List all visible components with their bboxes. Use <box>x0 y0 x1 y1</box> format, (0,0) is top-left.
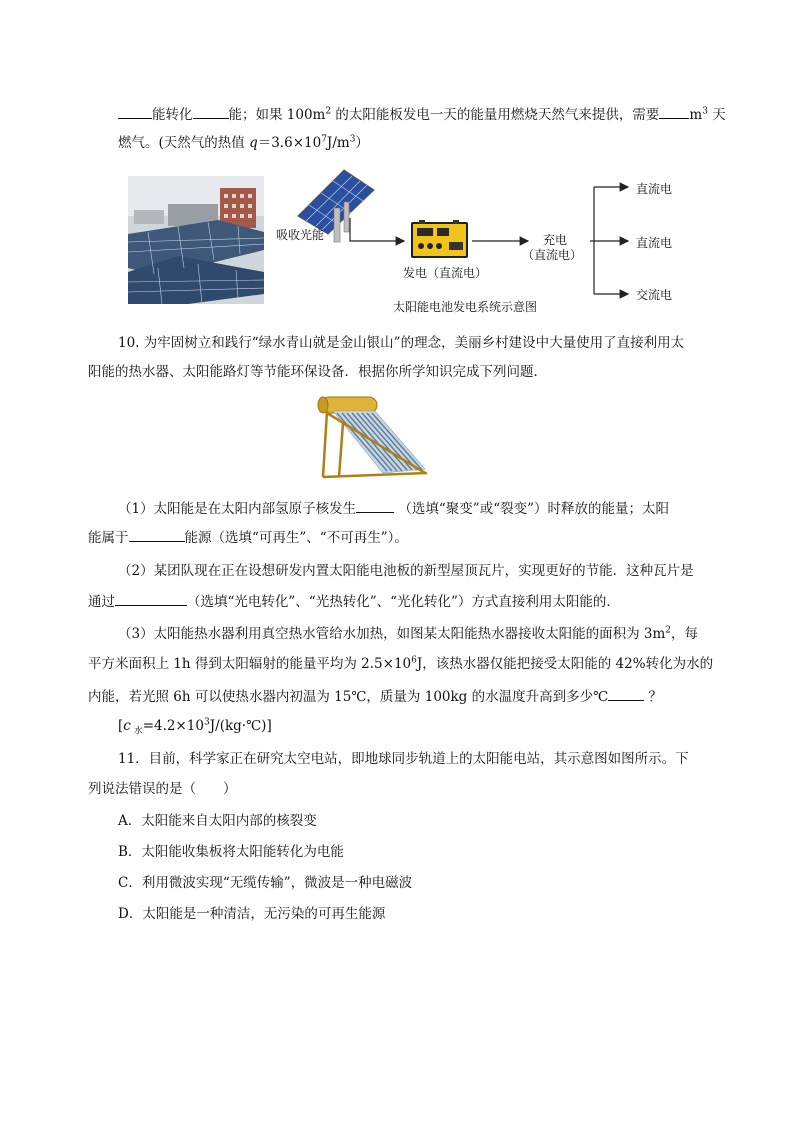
q11-option-d[interactable]: D．太阳能是一种清洁，无污染的可再生能源 <box>118 906 386 922</box>
output-dc-2-label: 直流电 <box>636 236 673 250</box>
q11-option-a[interactable]: A．太阳能来自太阳内部的核裂变 <box>118 813 317 829</box>
q11-option-c[interactable]: C．利用微波实现“无缆传输”，微波是一种电磁波 <box>118 875 413 891</box>
answer-blank[interactable] <box>129 527 185 542</box>
q10-part3-line-2: 平方米面积上 1h 得到太阳辐射的能量平均为 $2.5\times 10^6J$，该热水器仅能把接受太阳能的 42%转化为水的 <box>88 655 714 672</box>
output-ac-label: 交流电 <box>636 288 673 302</box>
answer-blank[interactable] <box>115 591 187 606</box>
answer-blank[interactable] <box>356 498 394 513</box>
q10-part2-line-1: （2）某团队现在正在设想研发内置太阳能电池板的新型屋顶瓦片，实现更好的节能．这种瓦片是 <box>118 563 694 579</box>
answer-blank[interactable] <box>608 686 644 701</box>
output-dc-1-label: 直流电 <box>636 182 673 196</box>
q10-part3-line-3: 内能，若光照 6h 可以使热水器内初温为 15℃，质量为 100kg 的水温度升高到多少℃ ？ <box>88 686 662 707</box>
solar-water-heater-image <box>313 393 431 481</box>
q9-line-1: 能转化 能；如果 $100m^2$ 的太阳能板发电一天的能量用燃烧天然气来提供，需要 $m^3$ 天 <box>118 104 726 125</box>
q10-part1-line-1: （1）太阳能是在太阳内部氢原子核发生 （选填“聚变”或“裂变”）时释放的能量；太阳 <box>118 498 669 519</box>
q10-part3-line-1: （3）太阳能热水器利用真空热水管给水加热，如图某太阳能热水器接收太阳能的面积为 $3m^2$，每 <box>118 625 699 642</box>
q10-line-2: 阳能的热水器、太阳能路灯等节能环保设备．根据你所学知识完成下列问题． <box>88 364 547 380</box>
q11-line-1: 11．目前，科学家正在研究太空电站，即地球同步轨道上的太阳能电站，其示意图如图所示。下 <box>118 751 689 767</box>
charge-sub-label: （直流电） <box>522 248 583 262</box>
q10-line-1: 10. 为牢固树立和践行“绿水青山就是金山银山”的理念，美丽乡村建设中大量使用了直接利用太 <box>118 335 685 351</box>
charge-label: 充电 <box>543 233 568 247</box>
q10-part1-line-2: 能属于 能源（选填“可再生”、“不可再生”）。 <box>88 527 408 548</box>
diagram-caption: 太阳能电池发电系统示意图 <box>393 300 538 314</box>
flow-arrows <box>0 0 794 320</box>
q10-part2-line-2: 通过 （选填“光电转化”、“光热转化”、“光化转化”）方式直接利用太阳能的． <box>88 591 620 612</box>
q11-line-2: 列说法错误的是（ ） <box>88 781 237 797</box>
generate-label: 发电（直流电） <box>403 266 488 280</box>
q9-line-2: 燃气。(天然气的热值 $q=3.6\times 10^7J/m^3$） <box>118 134 369 151</box>
absorb-light-label: 吸收光能 <box>276 228 325 242</box>
q11-option-b[interactable]: B．太阳能收集板将太阳能转化为电能 <box>118 844 344 860</box>
q10-part3-constant: [c $_水=4.2\times 10^3J/(kg\cdot℃)$] <box>118 717 272 737</box>
